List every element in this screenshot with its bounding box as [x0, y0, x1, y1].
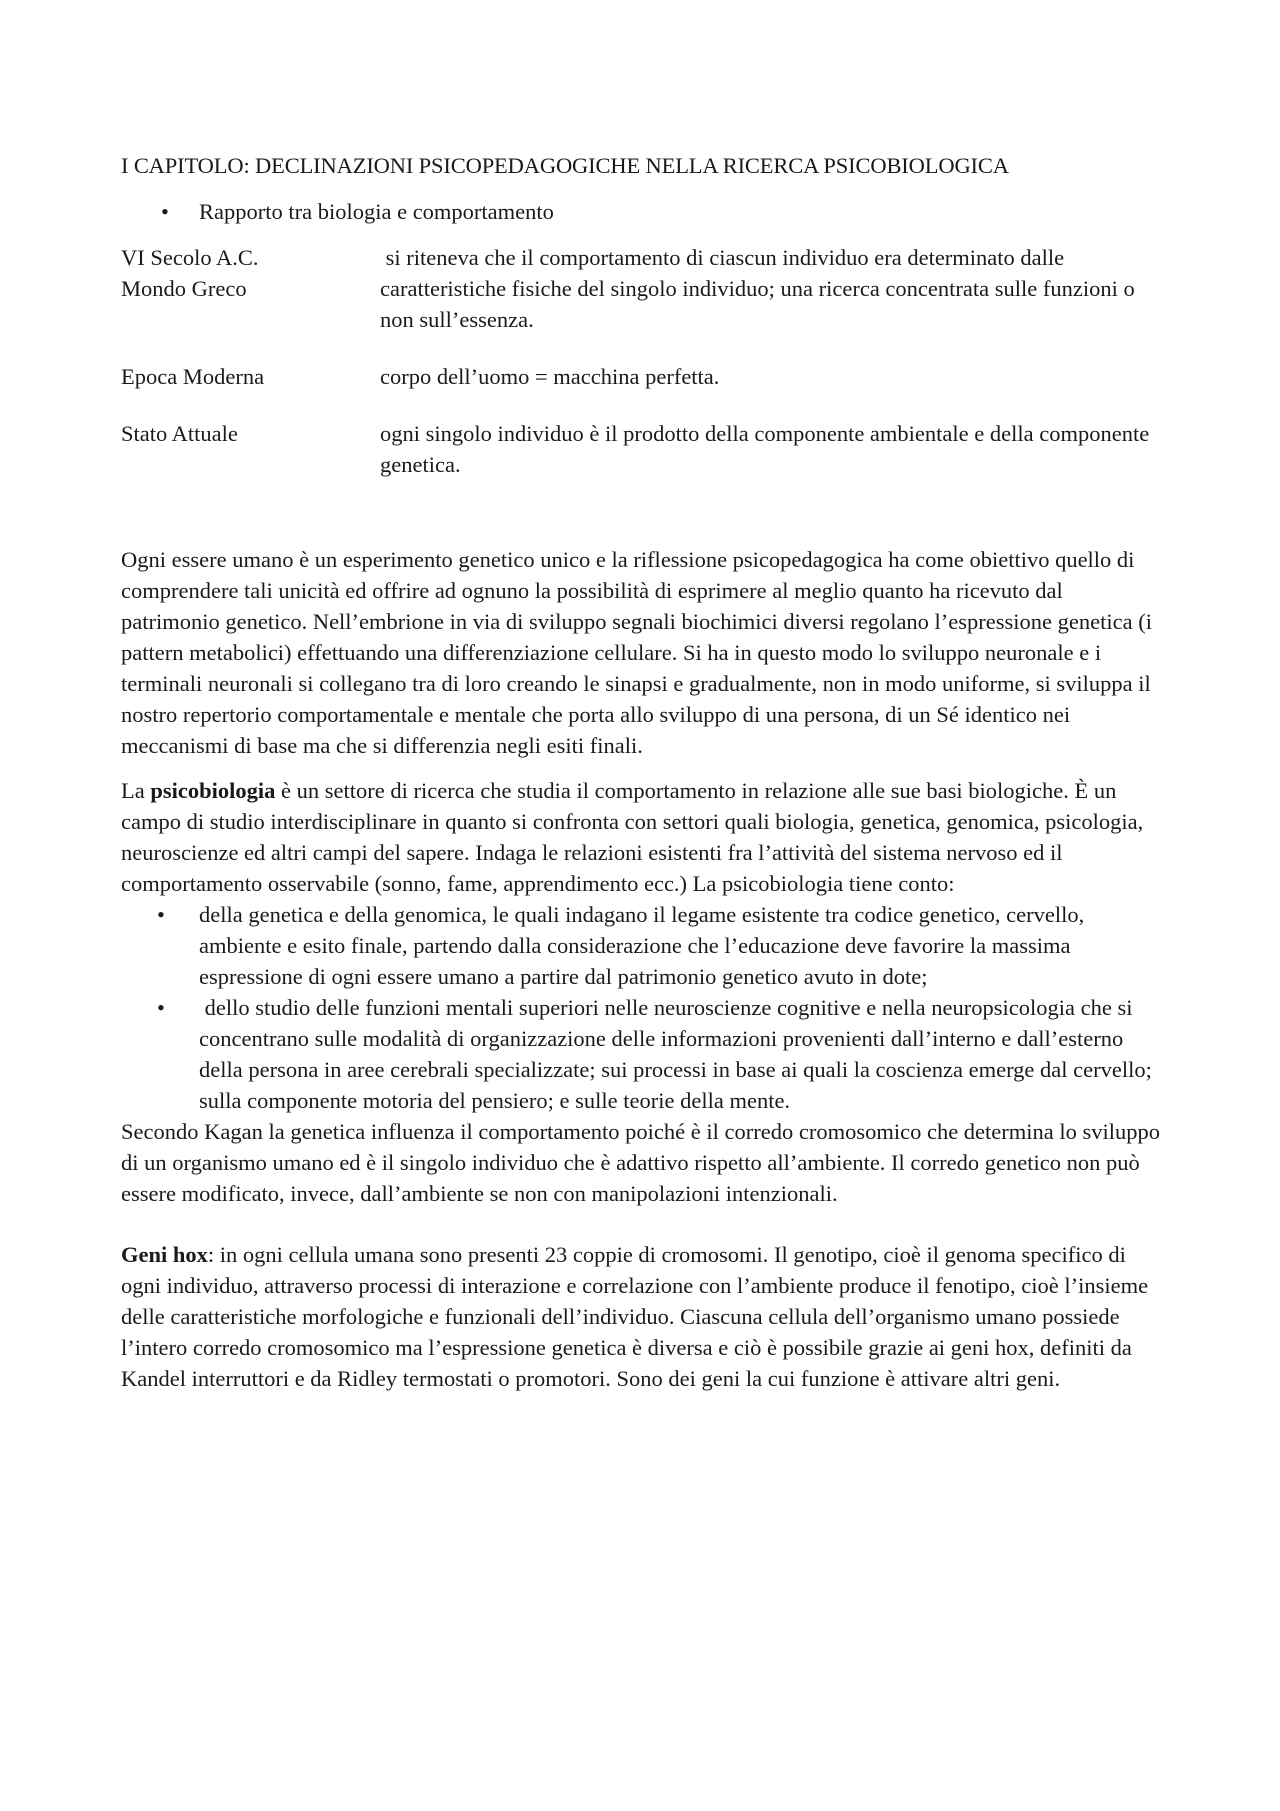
paragraph-kagan: Secondo Kagan la genetica influenza il comportamento poiché è il corredo cromosomico che determina lo sviluppo di un organismo umano ed è il singolo individuo che è adattivo rispetto all’ambiente. Il corredo genetico non può essere modificato, invece, dall’ambiente se non con manipolazioni intenzionali.: [121, 1119, 1161, 1206]
period-description: si riteneva che il comportamento di ciascun individuo era determinato dalle caratteristiche fisiche del singolo individuo; una ricerca concentrata sulle funzioni o non sull’essenza.: [380, 245, 1141, 332]
period-label-line: Mondo Greco: [121, 276, 247, 301]
section-bullet-text: Rapporto tra biologia e comportamento: [199, 199, 554, 224]
period-label: Epoca Moderna: [121, 364, 265, 389]
paragraph-text: è un settore di ricerca che studia il comportamento in relazione alle sue basi biologiche. È un campo di studio interdisciplinare in quanto si confronta con settori quali biologia, genetica, genomica, psicologia, neuroscienze ed altri campi del sapere. Indaga le relazioni esistenti fra l’attività del sistema nervoso ed il comportamento osservabile (sonno, fame, apprendimento ecc.) La psicobiologia tiene conto:: [121, 778, 1149, 896]
paragraph-embryo: Ogni essere umano è un esperimento genetico unico e la riflessione psicopedagogica ha come obiettivo quello di comprendere tali unicità ed offrire ad ognuno la possibilità di esprimere al meglio quanto ha ricevuto dal patrimonio genetico. Nell’embrione in via di sviluppo segnali biochimici diversi regolano l’espressione genetica (i pattern metabolici) effettuando una differenziazione cellulare. Si ha in questo modo lo sviluppo neuronale e i terminali neuronali si collegano tra di loro creando le sinapsi e gradualmente, non in modo uniforme, si sviluppa il nostro repertorio comportamentale e mentale che porta allo sviluppo di una persona, di un Sé identico nei meccanismi di base ma che si differenzia negli esiti finali.: [121, 547, 1152, 758]
period-description: corpo dell’uomo = macchina perfetta.: [380, 364, 720, 389]
paragraph-text: : in ogni cellula umana sono presenti 23 coppie di cromosomi. Il genotipo, cioè il genoma specifico di ogni individuo, attraverso processi di interazione e correlazione con l’ambiente produce il fenotipo, cioè l’insieme delle caratteristiche morfologiche e funzionali dell’individuo. Ciascuna cellula dell’organismo umano possiede l’intero corredo cromosomico ma l’espressione genetica è diversa e ciò è possibile grazie ai geni hox, definiti da Kandel interruttori e da Ridley termostati o promotori. Sono dei geni la cui funzione è attivare altri geni.: [121, 1242, 1149, 1391]
period-label-line: VI Secolo A.C.: [121, 245, 259, 270]
psicobiologia-list: [121, 899, 1166, 1116]
period-description: ogni singolo individuo è il prodotto della componente ambientale e della componente genetica.: [380, 421, 1150, 477]
periods-table: [121, 242, 1166, 480]
period-label: Stato Attuale: [121, 421, 238, 446]
bullet-icon: •: [157, 902, 165, 927]
term-geni-hox: Geni hox: [121, 1242, 208, 1267]
document-page: [121, 150, 1166, 1394]
bullet-icon: •: [157, 995, 165, 1020]
list-item: [121, 992, 1166, 1116]
paragraph-geni-hox: [121, 1239, 1166, 1394]
term-psicobiologia: psicobiologia: [150, 778, 276, 803]
period-label: [121, 242, 380, 335]
section-bullet-item: [121, 196, 1166, 227]
chapter-title: I CAPITOLO: DECLINAZIONI PSICOPEDAGOGICHE NELLA RICERCA PSICOBIOLOGICA: [121, 153, 1009, 178]
period-row: [121, 418, 1166, 480]
period-row: [121, 361, 1166, 392]
period-row: [121, 242, 1166, 335]
list-item-text: della genetica e della genomica, le quali indagano il legame esistente tra codice genetico, cervello, ambiente e esito finale, partendo dalla considerazione che l’educazione deve favorire la massima espressione di ogni essere umano a partire dal patrimonio genetico avuto in dote;: [199, 902, 1085, 989]
bullet-icon: •: [161, 199, 169, 224]
list-item: [121, 899, 1166, 992]
paragraph-psicobiologia: [121, 775, 1166, 899]
list-item-text: dello studio delle funzioni mentali superiori nelle neuroscienze cognitive e nella neuropsicologia che si concentrano sulle modalità di organizzazione delle informazioni provenienti dall’interno e dall’esterno della persona in aree cerebrali specializzate; sui processi in base ai quali la coscienza emerge dal cervello; sulla componente motoria del pensiero; e sulle teorie della mente.: [199, 995, 1158, 1113]
paragraph-text: La: [121, 778, 151, 803]
